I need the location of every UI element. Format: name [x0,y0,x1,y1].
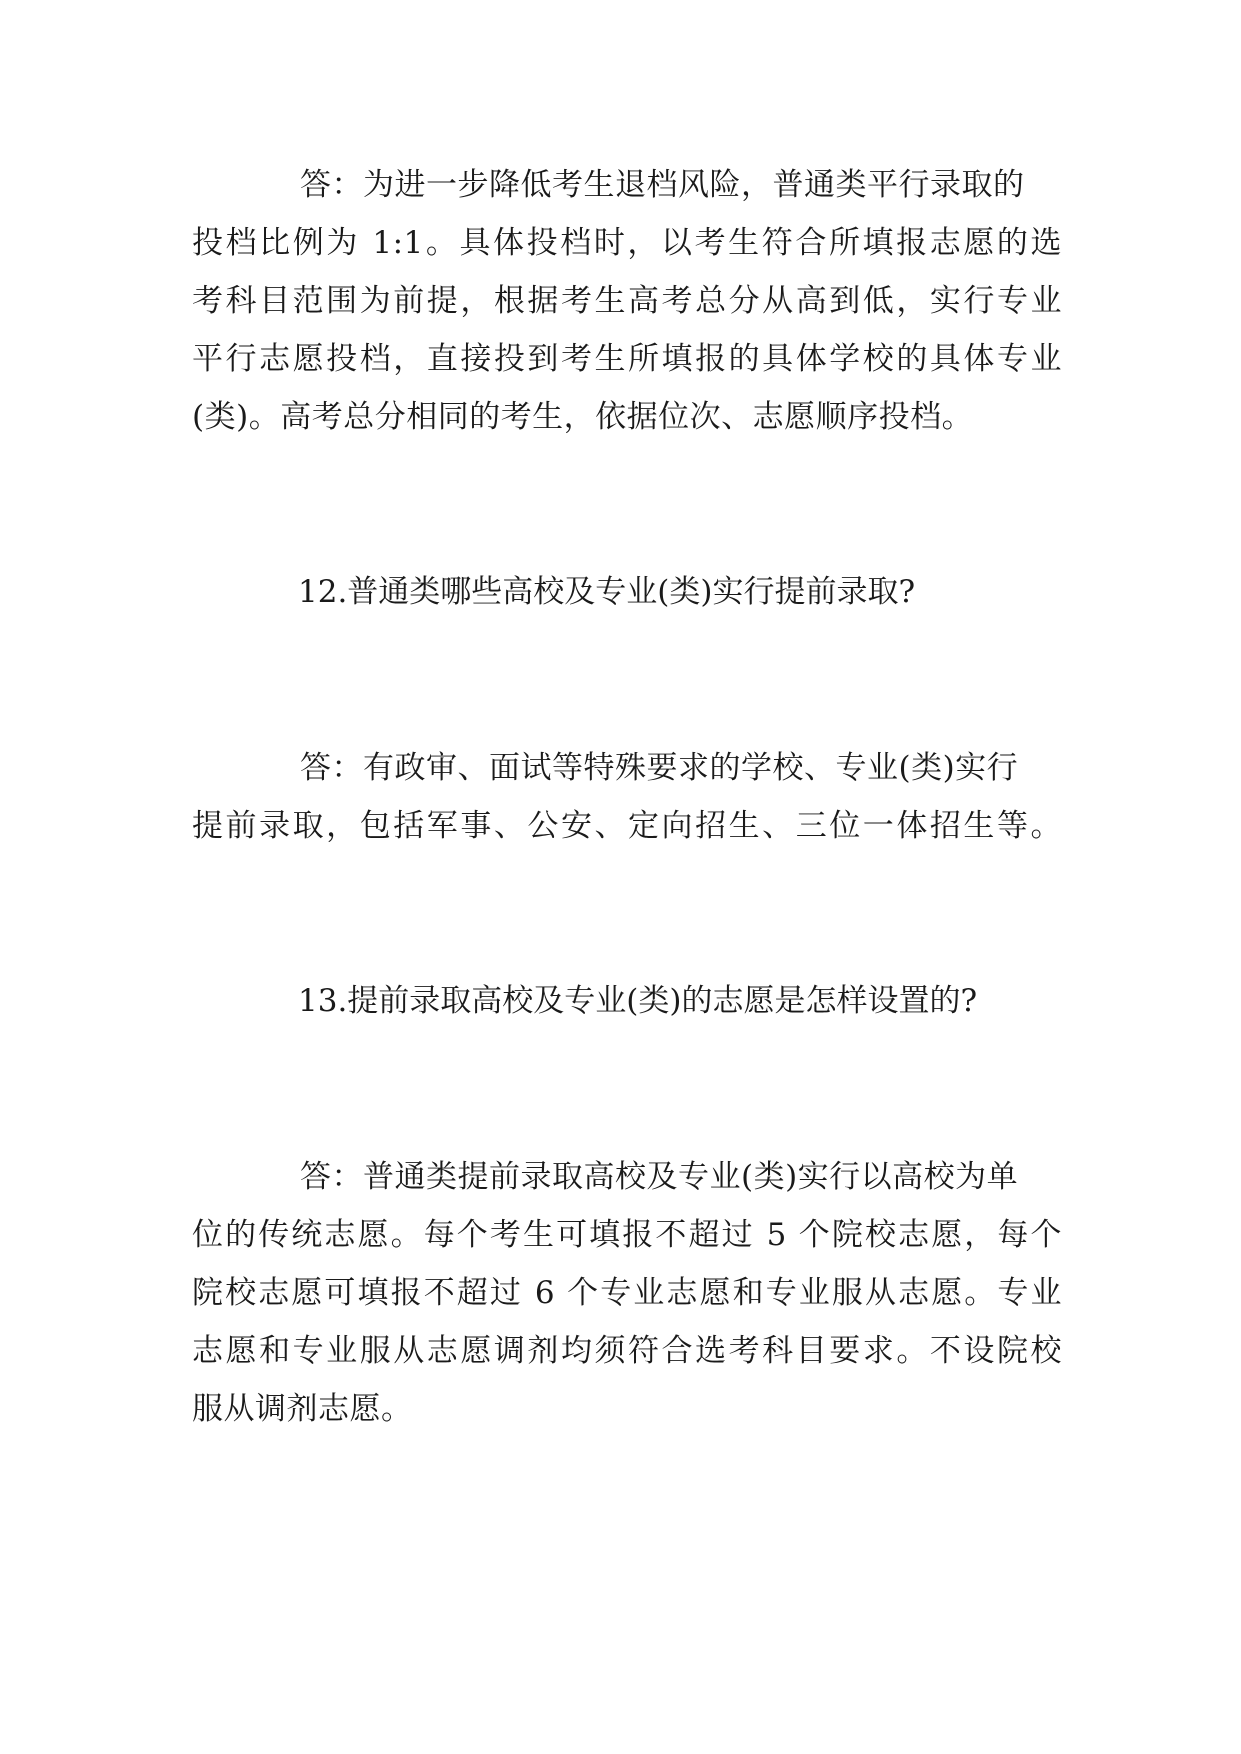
answer-13-line-3: 院校志愿可填报不超过 6 个专业志愿和专业服从志愿。专业 [192,1275,1062,1311]
answer-12-line-1: 答：有政审、面试等特殊要求的学校、专业(类)实行 [300,750,1019,786]
question-13-heading: 13.提前录取高校及专业(类)的志愿是怎样设置的? [298,983,978,1019]
answer-13-line-2: 位的传统志愿。每个考生可填报不超过 5 个院校志愿，每个 [192,1217,1062,1253]
answer-13-line-1: 答：普通类提前录取高校及专业(类)实行以高校为单 [300,1159,1019,1195]
answer-12-line-2: 提前录取，包括军事、公安、定向招生、三位一体招生等。 [192,808,1062,844]
answer-11-line-5: (类)。高考总分相同的考生，依据位次、志愿顺序投档。 [192,399,974,435]
answer-13-line-5: 服从调剂志愿。 [192,1391,413,1427]
answer-11-line-2: 投档比例为 1:1。具体投档时，以考生符合所填报志愿的选 [192,225,1062,261]
question-12-heading: 12.普通类哪些高校及专业(类)实行提前录取? [298,574,916,610]
answer-13-line-4: 志愿和专业服从志愿调剂均须符合选考科目要求。不设院校 [192,1333,1062,1369]
answer-11-line-1: 答：为进一步降低考生退档风险，普通类平行录取的 [300,167,1025,203]
answer-11-line-3: 考科目范围为前提，根据考生高考总分从高到低，实行专业 [192,283,1062,319]
answer-11-line-4: 平行志愿投档，直接投到考生所填报的具体学校的具体专业 [192,341,1062,377]
